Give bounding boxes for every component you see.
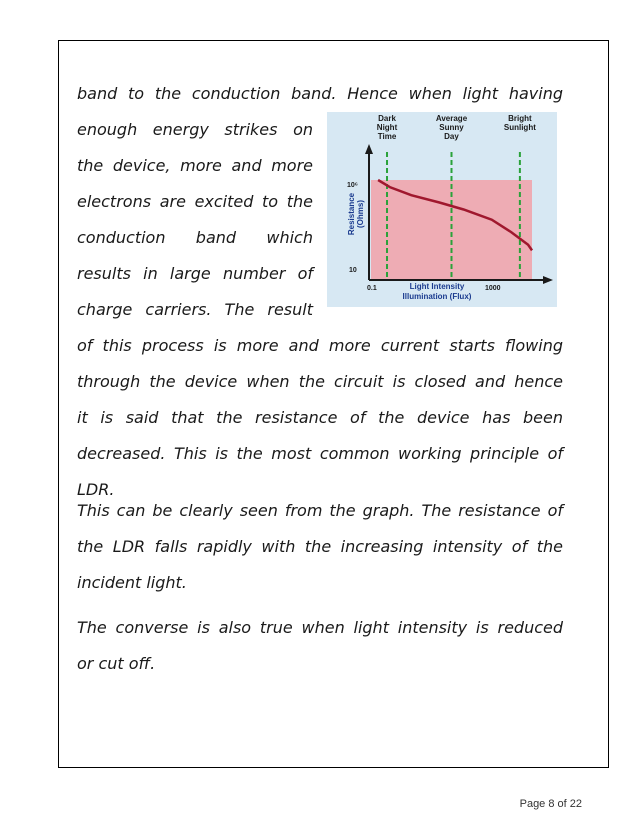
annotation-2-line-1: Average	[435, 114, 468, 123]
x-axis-label-line-2: Illumination (Flux)	[402, 292, 472, 301]
x-axis-label-line-1: Light Intensity	[409, 282, 465, 291]
para2-line-3: incident light.	[77, 573, 187, 592]
x-tick-left: 0.1	[367, 285, 377, 292]
annotation-3-line-2: Sunlight	[503, 123, 536, 132]
para1-line-11: decreased. This is the most common working principle of	[77, 444, 563, 463]
para3-line-1: The converse is also true when light intensity is reduced	[77, 618, 563, 637]
y-tick-bottom: 10	[349, 267, 357, 274]
y-axis-label-line-1: Resistance	[347, 192, 356, 236]
paragraph-3	[77, 610, 563, 682]
para1-line-5: conduction band which	[77, 228, 313, 247]
para1-line-3: the device, more and more	[77, 156, 313, 175]
para2-line-1: This can be clearly seen from the graph. The resistance of	[77, 501, 563, 520]
annotation-1-line-1: Dark	[378, 114, 396, 123]
para1-line-10: it is said that the resistance of the device has been	[77, 408, 563, 427]
annotation-2-line-2: Sunny	[439, 123, 464, 132]
page-number: Page 8 of 22	[519, 798, 582, 810]
para1-line-4: electrons are excited to the	[77, 192, 313, 211]
annotation-2-line-3: Day	[444, 132, 459, 141]
y-axis-label-line-2: (Ohms)	[356, 200, 365, 228]
annotation-1-line-3: Time	[377, 132, 397, 141]
annotation-1-line-2: Night	[376, 123, 398, 132]
paragraph-2	[77, 493, 563, 601]
para1-line-6: results in large number of	[77, 264, 313, 283]
para1-line-9: through the device when the circuit is closed and hence	[77, 372, 563, 391]
para1-line-7: charge carriers. The result	[77, 300, 313, 319]
para1-line-8: of this process is more and more current starts flowing	[77, 336, 563, 355]
x-tick-right: 1000	[485, 285, 501, 292]
para1-line-12: LDR.	[77, 480, 115, 499]
para2-line-2: the LDR falls rapidly with the increasing intensity of the	[77, 537, 563, 556]
y-tick-top: 10⁶	[347, 182, 359, 189]
para1-line-2: enough energy strikes on	[77, 120, 313, 139]
annotation-3-line-1: Bright	[508, 114, 532, 123]
para1-line-1: band to the conduction band. Hence when light having	[77, 84, 563, 103]
ldr-resistance-chart	[327, 112, 557, 307]
para3-line-2: or cut off.	[77, 654, 156, 673]
